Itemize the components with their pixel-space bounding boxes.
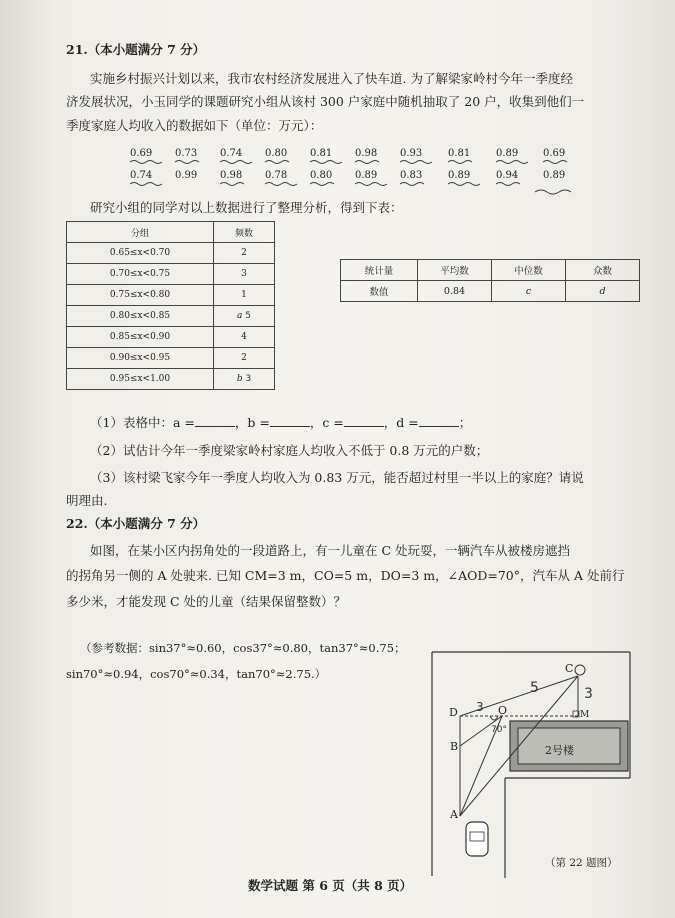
q21-heading: 21.（本小题满分 7 分） [66, 42, 206, 57]
handwritten-cm: 3 [584, 686, 593, 702]
table-header: 分组 [67, 222, 214, 243]
point-label-c: C [565, 662, 574, 675]
point-label-m: M [580, 710, 590, 720]
data-value: 0.80 [310, 170, 333, 181]
data-value: 0.89 [448, 170, 471, 181]
data-value: 0.81 [310, 148, 333, 159]
data-value: 0.81 [448, 148, 471, 159]
q22-text-line1: 如图，在某小区内拐角处的一段道路上，有一儿童在 C 处玩耍，一辆汽车从被楼房遮挡 [90, 543, 571, 558]
data-value: 0.74 [220, 148, 243, 159]
handwritten-angle: 70° [491, 725, 507, 735]
table-row: 数值 0.84 c d [341, 281, 640, 302]
q21-sub2: （2）试估计今年一季度梁家岭村家庭人均收入不低于 0.8 万元的户数； [90, 443, 489, 458]
handwritten-b: 3 [245, 374, 252, 384]
table-row: 0.95≤x<1.00 b 3 [67, 369, 275, 390]
q22-text-line2: 的拐角另一侧的 A 处驶来. 已知 CM=3 m，CO=5 m，DO=3 m，∠AOD=70°，汽车从 A 处前行 [66, 568, 625, 583]
data-value: 0.89 [543, 170, 566, 181]
handwritten-a: 5 [245, 311, 251, 321]
q21-intro-line1: 实施乡村振兴计划以来，我市农村经济发展进入了快车道. 为了解梁家岭村今年一季度经 [90, 71, 573, 86]
point-label-o: O [498, 704, 508, 717]
q21-sub3-line2: 明理由. [66, 493, 108, 508]
q22-reference-line2: sin70°≈0.94，cos70°≈0.34，tan70°≈2.75.） [66, 667, 327, 681]
handwritten-do: 3 [476, 700, 484, 714]
q22-reference-line1: （参考数据：sin37°≈0.60，cos37°≈0.80，tan37°≈0.75； [80, 641, 406, 655]
page-footer: 数学试题 第 6 页（共 8 页） [248, 878, 413, 893]
q22-text-line3: 多少米，才能发现 C 处的儿童（结果保留整数）？ [66, 594, 347, 609]
table-header: 平均数 [418, 260, 492, 281]
table-row: 0.80≤x<0.85 a 5 [67, 306, 275, 327]
data-value: 0.99 [175, 170, 198, 181]
q21-sub3-line1: （3）该村梁飞家今年一季度人均收入为 0.83 万元，能否超过村里一半以上的家庭？请说 [90, 470, 584, 485]
data-value: 0.69 [130, 148, 153, 159]
data-value: 0.83 [400, 170, 423, 181]
figure-caption: （第 22 题图） [545, 857, 618, 869]
q21-table-intro: 研究小组的同学对以上数据进行了整理分析，得到下表： [90, 200, 403, 215]
statistics-table [340, 259, 640, 302]
data-value: 0.98 [220, 170, 243, 181]
table-row: 0.75≤x<0.80 1 [67, 285, 275, 306]
data-value: 0.74 [130, 170, 153, 181]
q22-heading: 22.（本小题满分 7 分） [66, 516, 206, 531]
data-value: 0.78 [265, 170, 288, 181]
table-header: 众数 [566, 260, 640, 281]
table-header: 统计量 [341, 260, 418, 281]
table-row: 0.70≤x<0.75 3 [67, 264, 275, 285]
data-value: 0.73 [175, 148, 198, 159]
data-value: 0.94 [496, 170, 519, 181]
table-header: 频数 [214, 222, 275, 243]
point-label-a: A [450, 808, 458, 821]
child-icon [575, 665, 585, 675]
point-label-d: D [449, 706, 458, 719]
q21-sub1: （1）表格中：a = ，b = ，c = ，d = ； [90, 415, 472, 430]
q21-intro-line2: 济发展状况，小玉同学的课题研究小组从该村 300 户家庭中随机抽取了 20 户，收集到他们一 [66, 94, 585, 109]
data-value: 0.80 [265, 148, 288, 159]
building-label: 2号楼 [545, 744, 574, 757]
handwritten-co: 5 [530, 680, 539, 696]
table-row: 0.85≤x<0.90 4 [67, 327, 275, 348]
frequency-table [66, 221, 275, 390]
point-label-b: B [450, 740, 459, 753]
data-value: 0.98 [355, 148, 378, 159]
table-row: 0.65≤x<0.70 2 [67, 243, 275, 264]
table-header: 中位数 [492, 260, 566, 281]
data-value: 0.89 [355, 170, 378, 181]
q21-intro-line3: 季度家庭人均收入的数据如下（单位：万元）： [66, 118, 323, 133]
data-value: 0.93 [400, 148, 423, 159]
table-row: 0.90≤x<0.95 2 [67, 348, 275, 369]
data-value: 0.89 [496, 148, 519, 159]
data-value: 0.69 [543, 148, 566, 159]
